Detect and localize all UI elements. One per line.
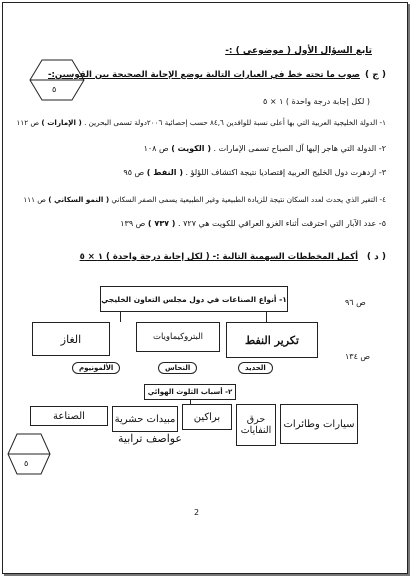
diagram1-box-petrochemicals: البتروكيماويات (136, 322, 220, 352)
diagram2-extra-dust-storms: عواصف ترابية (118, 432, 182, 445)
item-2 (144, 144, 386, 153)
diagram2-title-box (144, 384, 236, 400)
score-hexagon-top (28, 58, 86, 102)
diagram1-label-iron: الحديد (238, 362, 273, 374)
item-1-answer: ( الإمارات ) (41, 118, 82, 127)
diagram2-box-burning-waste: حرق النفايات (236, 404, 276, 446)
diagram2-box-vehicles: سيارات وطائرات (280, 404, 358, 444)
diagram2-title: ٢- أسباب التلوث الهوائي (147, 388, 233, 396)
page-ref-2: ص ١٣٤ (345, 352, 371, 361)
diagram1-box-refining: تكرير النفط (226, 322, 318, 358)
section-c-scoring: ( لكل إجابة درجة واحدة ) ١ × ٥ (262, 97, 370, 106)
item-2-answer: ( الكويت ) (171, 144, 211, 153)
item-3 (123, 168, 386, 177)
diagram1-box-gas: الغاز (32, 322, 110, 356)
item-5 (120, 219, 386, 228)
diagram2-box-pesticides: مبيدات حشرية (112, 406, 178, 432)
diagram2-box-industry: الصناعة (30, 406, 108, 426)
question-title: تابع السؤال الأول ( موضوعي ) :- (225, 46, 372, 56)
page-ref-1: ص ٩٦ (345, 298, 366, 307)
score-hexagon-bottom (6, 432, 52, 476)
item-2-text: ٢- الدولة التي هاجر إليها آل الصباح تسمى الإمارات . (211, 144, 386, 153)
item-3-page: ص ٩٥ (123, 168, 145, 177)
page-number: 2 (194, 508, 200, 517)
score-hexagon-top-value: ٥ (52, 85, 57, 94)
section-d-instruction: أكمل المخططات السهمية التالية :- ( لكل إجابة درجة واحدة ) ١ × ٥ (79, 252, 358, 262)
item-4-answer: ( النمو السكاني ) (48, 195, 110, 204)
diagram1-label-aluminum: الألمونيوم (72, 362, 120, 374)
section-c-instruction: صوب ما تحته خط في العبارات التالية بوضع الإجابة الصحيحة بين القوسين:- (48, 70, 360, 80)
diagram1-title: ١- أنواع الصناعات في دول مجلس التعاون الخليجي (101, 294, 287, 304)
item-4 (23, 195, 386, 204)
item-2-page: ص ١٠٨ (143, 144, 169, 153)
diagram1-title-box (100, 286, 288, 312)
section-d-label: ( د ) (366, 252, 386, 262)
score-hexagon-bottom-value: ٥ (24, 459, 29, 468)
item-5-page: ص ١٣٩ (120, 219, 146, 228)
item-3-text: ٣- ازدهرت دول الخليج العربية إقتصاديا نتيجة اكتشاف اللؤلؤ . (182, 168, 386, 177)
item-1 (17, 118, 386, 127)
diagram1-connector-right (266, 312, 267, 322)
item-5-answer: ( ٧٣٧ ) (147, 219, 176, 228)
item-4-text: ٤- التغير الذي يحدث لعدد السكان نتيجة للزيادة الطبيعية وغير الطبيعية يسمى الصفر السكاني (109, 195, 386, 204)
diagram1-connector-left (120, 312, 121, 322)
item-1-page: ص ١١٢ (16, 118, 40, 127)
item-4-page: ص ١١١ (23, 195, 46, 204)
section-c-label: ( ج ) (365, 70, 386, 80)
item-1-text: ١- الدولة الخليجية العربية التي بها أعلى نسبة للوافدين ٨٤,٦ حسب إحصائية ٢٠٠٦دولة تسمى البحرين . (81, 118, 386, 127)
diagram2-box-volcanoes: براكين (182, 404, 232, 430)
item-5-text: ٥- عدد الآبار التي احترقت أثناء الغزو العراقي للكويت هي ٧٢٧ . (175, 219, 386, 228)
diagram1-label-copper: النحاس (158, 362, 197, 374)
item-3-answer: ( النفط ) (146, 168, 183, 177)
